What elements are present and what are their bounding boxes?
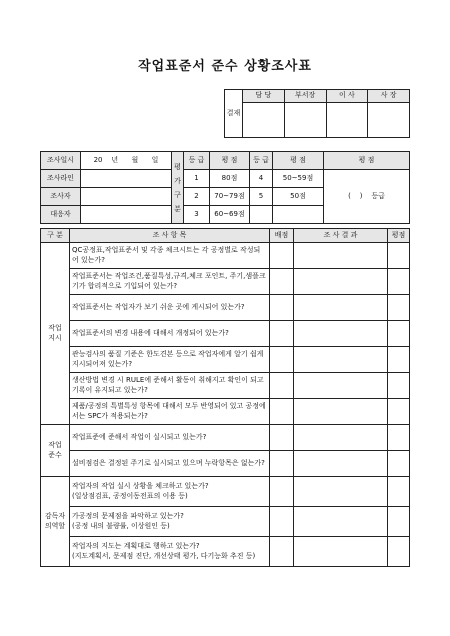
table-row [41,321,410,347]
table-row [41,295,410,321]
result-grade-field[interactable]: ( ) 등급 [324,170,410,224]
table-row [41,537,410,567]
score-value: 50점 [273,188,324,206]
approval-label: 결재 [225,90,243,138]
table-row [41,507,410,537]
sign-box[interactable] [243,103,285,138]
weight-cell[interactable] [270,451,294,477]
score-value: 80점 [210,170,250,188]
weight-cell[interactable] [270,425,294,451]
checklist-item: 작업자의 지도는 계획대로 행하고 있는가? (지도계획서, 문제점 진단, 개선상태 평가, 다기능화 추진 등) [70,537,270,567]
grade-value: 4 [250,170,273,188]
score-header: 평 점 [273,152,324,170]
result-cell[interactable] [294,477,388,507]
checklist-item: 설비점검은 결정된 주기로 실시되고 있으며 누락항목은 없는가? [70,451,270,477]
table-row [41,425,410,451]
grade-value: 2 [184,188,210,206]
result-cell[interactable] [294,321,388,347]
table-row [41,269,410,295]
score-cell[interactable] [388,321,410,347]
score-header: 평 점 [210,152,250,170]
result-cell[interactable] [294,451,388,477]
approval-role-president: 사 장 [368,90,410,103]
weight-cell[interactable] [270,295,294,321]
result-cell[interactable] [294,347,388,373]
score-cell[interactable] [388,477,410,507]
checklist-table [40,228,410,567]
grade-value: 1 [184,170,210,188]
empty-cell [250,206,273,224]
weight-cell[interactable] [270,477,294,507]
result-cell[interactable] [294,295,388,321]
score-value: 60~69점 [210,206,250,224]
section-label: 작업 준수 [41,425,70,477]
col-category-header: 구 분 [41,229,70,243]
col-item-header: 조 사 항 목 [70,229,270,243]
empty-cell [273,206,324,224]
grade-value: 3 [184,206,210,224]
checklist-item: 작업표준서는 작업자가 보기 쉬운 곳에 게시되어 있는가? [70,295,270,321]
weight-cell[interactable] [270,399,294,425]
checklist-item: 작업표준서의 변경 내용에 대해서 개정되어 있는가? [70,321,270,347]
score-value: 50~59점 [273,170,324,188]
grade-header: 등 급 [250,152,273,170]
score-cell[interactable] [388,425,410,451]
inspector-field[interactable] [81,188,172,206]
section-label: 작업 지시 [41,243,70,425]
checklist-item: 생산방법 변경 시 RULE에 준해서 활동이 취해지고 확인이 되고 기록이 유지되고 있는가? [70,373,270,399]
score-cell[interactable] [388,347,410,373]
approval-table [224,89,410,138]
checklist-item: 가공정의 문제점을 파악하고 있는가? (공정 내의 불량률, 이상원인 등) [70,507,270,537]
table-row [41,451,410,477]
approval-role-staff: 담 당 [243,90,285,103]
checklist-item: 작업표준에 준해서 작업이 실시되고 있는가? [70,425,270,451]
weight-cell[interactable] [270,243,294,269]
score-cell[interactable] [388,451,410,477]
score-cell[interactable] [388,269,410,295]
weight-cell[interactable] [270,269,294,295]
checklist-item: 작업표준서는 작업조건,품질특성,규격,체크 포인트, 주기,샘플크기가 합리적으로 기입되어 있는가? [70,269,270,295]
result-cell[interactable] [294,399,388,425]
eval-label: 평가구분 [172,152,184,224]
result-cell[interactable] [294,373,388,399]
approval-role-director: 이 사 [326,90,368,103]
checklist-item: 관능검사의 품질 기준은 한도견본 등으로 작업자에게 알기 쉽게 지시되어져 있는가? [70,347,270,373]
result-header: 평 점 [324,152,410,170]
result-cell[interactable] [294,425,388,451]
line-label: 조사라인 [41,170,81,188]
sign-box[interactable] [368,103,410,138]
sign-box[interactable] [284,103,326,138]
table-row [41,347,410,373]
weight-cell[interactable] [270,321,294,347]
table-row [41,243,410,269]
score-cell[interactable] [388,537,410,567]
result-cell[interactable] [294,269,388,295]
respondent-field[interactable] [81,206,172,224]
weight-cell[interactable] [270,347,294,373]
weight-cell[interactable] [270,537,294,567]
inspector-label: 조사자 [41,188,81,206]
col-result-header: 조 사 결 과 [294,229,388,243]
score-cell[interactable] [388,243,410,269]
survey-info-table [40,151,410,224]
checklist-item: 제품/공정의 특별특성 항목에 대해서 모두 반영되어 있고 공정에서는 SPC가 적용되는가? [70,399,270,425]
score-value: 70~79점 [210,188,250,206]
section-label: 감독자 의역할 [41,477,70,567]
result-cell[interactable] [294,537,388,567]
grade-header: 등 급 [184,152,210,170]
line-field[interactable] [81,170,172,188]
grade-value: 5 [250,188,273,206]
result-cell[interactable] [294,507,388,537]
date-label: 조사일시 [41,152,81,170]
col-weight-header: 배점 [270,229,294,243]
weight-cell[interactable] [270,507,294,537]
sign-box[interactable] [326,103,368,138]
date-field[interactable]: 20 년 월 일 [81,152,172,170]
approval-role-manager: 부서장 [284,90,326,103]
page-title: 작업표준서 준수 상황조사표 [138,59,312,74]
col-score-header: 평점 [388,229,410,243]
respondent-label: 대응자 [41,206,81,224]
table-row [41,373,410,399]
checklist-item: QC공정표,작업표준서 및 각종 체크시트는 각 공정별로 작성되어 있는가? [70,243,270,269]
score-cell[interactable] [388,399,410,425]
table-row [41,477,410,507]
weight-cell[interactable] [270,373,294,399]
score-cell[interactable] [388,373,410,399]
table-row [41,399,410,425]
result-cell[interactable] [294,243,388,269]
checklist-item: 작업자의 작업 실시 상황을 체크하고 있는가? (일상점검표, 공정이동전표의 이용 등) [70,477,270,507]
score-cell[interactable] [388,507,410,537]
score-cell[interactable] [388,295,410,321]
